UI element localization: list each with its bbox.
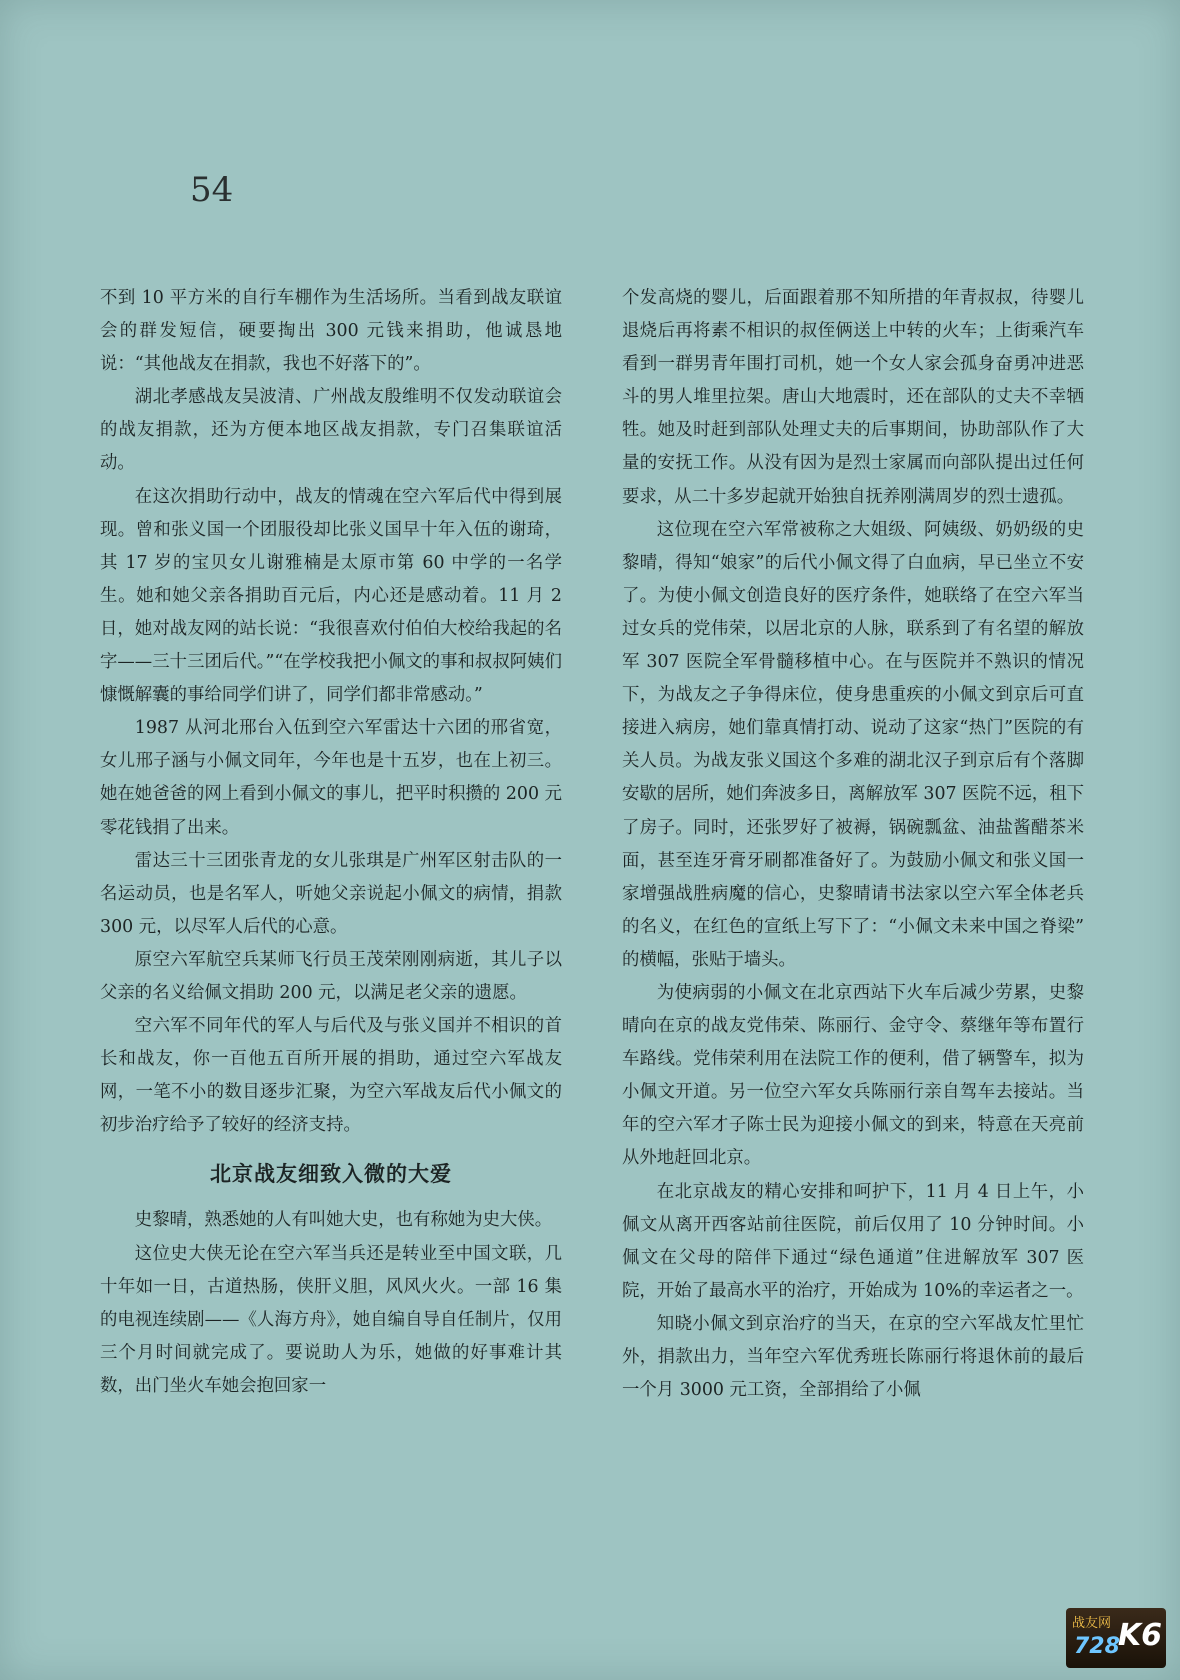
paragraph: 这位史大侠无论在空六军当兵还是转业至中国文联，几十年如一日，古道热肠，侠肝义胆，风风火火。一部 16 集的电视连续剧——《人海方舟》，她自编自导自任制片，仅用三个月时间就完成了。要说助人为乐，她做的好事难计其数，出门坐火车她会抱回家一 — [100, 1243, 562, 1396]
paragraph: 雷达三十三团张青龙的女儿张琪是广州军区射击队的一名运动员，也是名军人，听她父亲说起小佩文的病情，捐款 300 元，以尽军人后代的心意。 — [100, 850, 562, 937]
paragraph: 个发高烧的婴儿，后面跟着那不知所措的年青叔叔，待婴儿退烧后再将素不相识的叔侄俩送上中转的火车；上街乘汽车看到一群男青年围打司机，她一个女人家会孤身奋勇冲进恶斗的男人堆里拉架。唐山大地震时，还在部队的丈夫不幸牺牲。她及时赶到部队处理丈夫的后事期间，协助部队作了大量的安抚工作。从没有因为是烈士家属而向部队提出过任何要求，从二十多岁起就开始独自抚养刚满周岁的烈士遗孤。 — [622, 288, 1084, 507]
paragraph: 知晓小佩文到京治疗的当天，在京的空六军战友忙里忙外，捐款出力，当年空六军优秀班长陈丽行将退休前的最后一个月 3000 元工资，全部捐给了小佩 — [622, 1313, 1084, 1401]
paragraph: 湖北孝感战友吴波清、广州战友殷维明不仅发动联谊会的战友捐款，还为方便本地区战友捐款，专门召集联谊活动。 — [100, 387, 562, 474]
paragraph: 史黎晴，熟悉她的人有叫她大史，也有称她为史大侠。 — [134, 1210, 553, 1231]
left-column — [100, 282, 562, 1403]
paragraph: 在北京战友的精心安排和呵护下，11 月 4 日上午，小佩文从离开西客站前往医院，前后仅用了 10 分钟时间。小佩文在父母的陪伴下通过“绿色通道”住进解放军 307 医院，开始了最高水平的治疗，开始成为 10%的幸运者之一。 — [622, 1181, 1084, 1301]
paragraph: 不到 10 平方米的自行车棚作为生活场所。当看到战友联谊会的群发短信，硬要掏出 300 元钱来捐助，他诚恳地说：“其他战友在捐款，我也不好落下的”。 — [100, 288, 562, 375]
watermark-number: 728 — [1074, 1634, 1120, 1659]
right-column — [622, 282, 1084, 1407]
paragraph: 空六军不同年代的军人与后代及与张义国并不相识的首长和战友，你一百他五百所开展的捐助，通过空六军战友网，一笔不小的数目逐步汇聚，为空六军战友后代小佩文的初步治疗给予了较好的经济支持。 — [100, 1016, 562, 1136]
section-heading: 北京战友细致入微的大爱 — [210, 1162, 452, 1187]
page-number: 54 — [190, 170, 234, 210]
paragraph: 在这次捐助行动中，战友的情魂在空六军后代中得到展现。曾和张义国一个团服役却比张义国早十年入伍的谢琦，其 17 岁的宝贝女儿谢雅楠是太原市第 60 中学的一名学生。她和她父亲各捐助百元后，内心还是感动着。11 月 2 日，她对战友网的站长说：“我很喜欢付伯伯大校给我起的名字——三十三团后代。”“在学校我把小佩文的事和叔叔阿姨们慷慨解囊的事给同学们讲了，同学们都非常感动。” — [100, 486, 562, 706]
watermark-text: 战友网 — [1072, 1616, 1112, 1631]
paragraph: 原空六军航空兵某师飞行员王茂荣刚刚病逝，其儿子以父亲的名义给佩文捐助 200 元，以满足老父亲的遗愿。 — [100, 949, 562, 1003]
paragraph: 这位现在空六军常被称之大姐级、阿姨级、奶奶级的史黎晴，得知“娘家”的后代小佩文得了白血病，早已坐立不安了。为使小佩文创造良好的医疗条件，她联络了在空六军当过女兵的党伟荣，以居北京的人脉，联系到了有名望的解放军 307 医院全军骨髓移植中心。在与医院并不熟识的情况下，为战友之子争得床位，使身患重疾的小佩文到京后可直接进入病房，她们靠真情打动、说动了这家“热门”医院的有关人员。为战友张义国这个多难的湖北汉子到京后有个落脚安歇的居所，她们奔波多日，离解放军 307 医院不远，租下了房子。同时，还张罗好了被褥，锅碗瓢盆、油盐酱醋茶米面，甚至连牙膏牙刷都准备好了。为鼓励小佩文和张义国一家增强战胜病魔的信心，史黎晴请书法家以空六军全体老兵的名义，在红色的宣纸上写下了：“小佩文未来中国之脊梁” 的横幅，张贴于墙头。 — [622, 519, 1084, 970]
paragraph: 为使病弱的小佩文在北京西站下火车后减少劳累，史黎晴向在京的战友党伟荣、陈丽行、金守令、蔡继年等布置行车路线。党伟荣利用在法院工作的便利，借了辆警车，拟为小佩文开道。另一位空六军女兵陈丽行亲自驾车去接站。当年的空六军才子陈士民为迎接小佩文的到来，特意在天亮前从外地赶回北京。 — [622, 982, 1084, 1169]
site-watermark-logo — [1066, 1608, 1166, 1668]
watermark-k6: K6 — [1117, 1618, 1162, 1653]
paragraph: 1987 从河北邢台入伍到空六军雷达十六团的邢省宽，女儿邢子涵与小佩文同年，今年也是十五岁，也在上初三。她在她爸爸的网上看到小佩文的事儿，把平时积攒的 200 元零花钱捐了出来。 — [100, 718, 562, 838]
